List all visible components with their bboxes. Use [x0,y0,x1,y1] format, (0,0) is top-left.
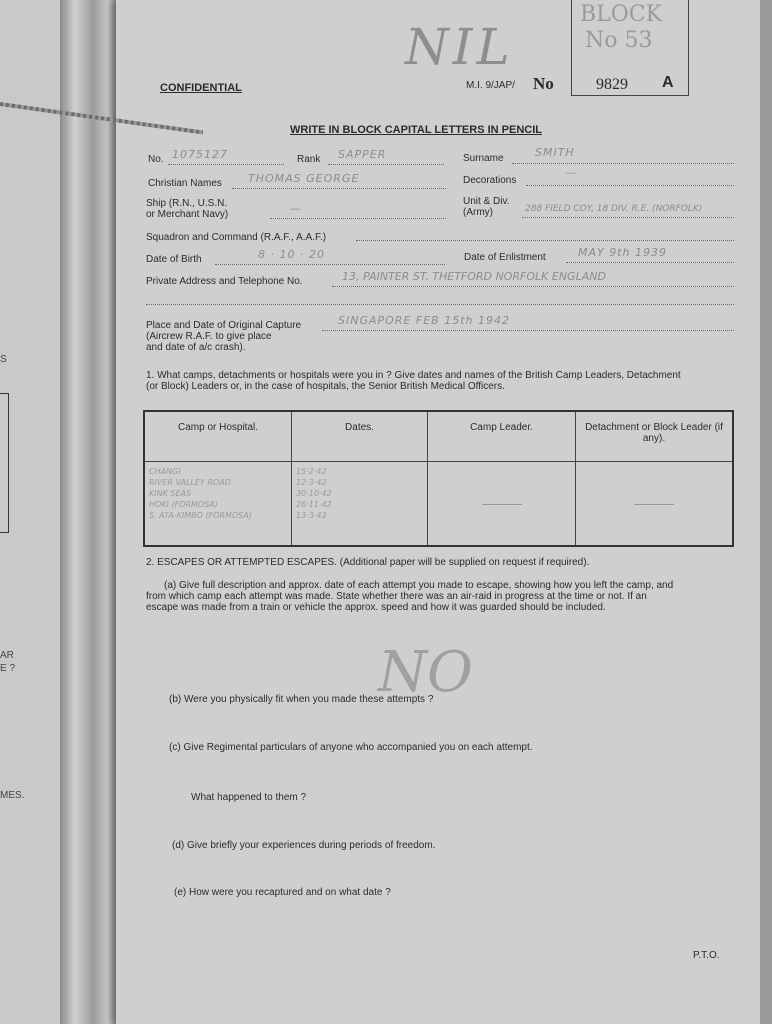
enlistment-value: MAY 9th 1939 [578,246,668,259]
adjacent-page-strip [0,0,60,1024]
binder-spine [60,0,120,1024]
decorations-label: Decorations [463,175,517,186]
decorations-value: — [565,166,577,179]
question-a-text-3: escape was made from a train or vehicle the approx. speed and how it was guarded should be included. [146,602,606,613]
question-d-text: (d) Give briefly your experiences during periods of freedom. [172,840,436,851]
camps-table [143,410,734,547]
blank-dash [634,504,674,505]
question-e-text: (e) How were you recaptured and on what date ? [174,887,391,898]
adjacent-text: AR [0,650,14,661]
unit-value: 288 FIELD COY, 18 DIV. R.E. (NORFOLK) [525,204,703,214]
question-a-text: (a) Give full description and approx. date of each attempt you made to escape, showing how you left the camp, and [164,580,674,591]
camp-entry: RIVER VALLEY ROAD [149,478,231,487]
sheet-edge [760,0,772,1024]
number-label: No [533,74,554,93]
pto-label: P.T.O. [693,950,720,961]
table-header-row [144,411,733,462]
capture-label-3: and date of a/c crash). [146,342,246,353]
bleed-through-text: · · · · · · · · · · · · · · · · · · · · · · · · · [360,786,480,795]
ship-label-2: or Merchant Navy) [146,209,229,220]
question-1-text-2: (or Block) Leaders or, in the case of hospitals, the Senior British Medical Officers. [146,381,505,392]
camp-entry: HOKI (FORMOSA) [149,500,218,509]
section-2-heading: 2. ESCAPES OR ATTEMPTED ESCAPES. (Additional paper will be supplied on request if required). [146,557,590,568]
handwritten-no: NO [378,640,473,705]
ship-value: — [290,202,302,215]
form-reference: M.I. 9/JAP/ [466,80,515,91]
camp-leader-cell [428,462,576,547]
no-value: 1075127 [172,148,228,161]
rank-value: SAPPER [338,148,387,161]
block-leader-cell [576,462,734,547]
column-header: Dates. [292,411,428,462]
rank-label: Rank [297,154,321,165]
capture-value: SINGAPORE FEB 15th 1942 [338,314,510,327]
blank-dash [482,504,522,505]
christian-names-label: Christian Names [148,178,222,189]
capture-line [322,330,734,331]
enlistment-label: Date of Enlistment [464,252,546,263]
bleed-through-text: · · · · · · · · · · · · · · · · · · · · · · · · · · · · · · · · · [345,907,505,916]
column-header: Camp Leader. [428,411,576,462]
dob-line [215,264,445,265]
christian-names-line [232,188,446,189]
what-happened-text: What happened to them ? [191,792,307,803]
dob-label: Date of Birth [146,254,202,265]
table-row [144,462,733,547]
capture-label: Place and Date of Original Capture [146,320,302,331]
stamp-number: No 53 [585,28,653,53]
question-1-text: 1. What camps, detachments or hospitals were you in ? Give dates and names of the British Camp Leaders, Detachment [146,370,681,381]
date-entry: 13·3·43 [296,511,327,520]
column-header: Detachment or Block Leader (if any). [576,411,734,462]
no-label: No. [148,154,164,165]
decorations-line [526,185,734,186]
adjacent-page-box [0,393,9,533]
question-b-text: (b) Were you physically fit when you made these attempts ? [169,694,434,705]
question-c-text: (c) Give Regimental particulars of anyone who accompanied you on each attempt. [169,742,533,753]
form-suffix: A [662,74,674,91]
unit-label: Unit & Div. [463,196,510,207]
capture-label-2: (Aircrew R.A.F. to give place [146,331,272,342]
handwritten-nil: NIL [405,18,514,76]
unit-label-2: (Army) [463,207,493,218]
date-entry: 26·11·42 [296,500,332,509]
column-header: Camp or Hospital. [144,411,292,462]
camps-cell [144,462,292,547]
address-line-2 [146,304,734,305]
squadron-line [356,240,734,241]
dob-value: 8 · 10 · 20 [258,248,325,261]
address-label: Private Address and Telephone No. [146,276,303,287]
date-entry: 15·2·42 [296,467,327,476]
stamp-text: BLOCK [580,2,663,27]
dates-cell [292,462,428,547]
address-value: 13, PAINTER ST. THETFORD NORFOLK ENGLAND [342,270,606,283]
rank-line [328,164,444,165]
camp-entry: KINK SEAS [149,489,192,498]
date-entry: 12·3·42 [296,478,327,487]
address-line [332,286,734,287]
confidential-label: CONFIDENTIAL [160,82,242,94]
adjacent-text: S [0,354,7,365]
ship-label: Ship (R.N., U.S.N. [146,198,228,209]
ship-line [270,218,446,219]
instruction-heading: WRITE IN BLOCK CAPITAL LETTERS IN PENCIL [290,124,542,136]
enlistment-line [566,262,734,263]
camp-entry: CHANGI [149,467,181,476]
squadron-label: Squadron and Command (R.A.F., A.A.F.) [146,232,327,243]
adjacent-text: E ? [0,663,16,674]
surname-value: SMITH [535,146,575,159]
adjacent-text: MES. [0,790,25,801]
christian-names-value: THOMAS GEORGE [248,172,360,185]
camp-entry: S. ATA-KIMBO (FORMOSA) [149,511,252,520]
no-line [168,164,284,165]
question-a-text-2: from which camp each attempt was made. State whether there was an air-raid in progress at the time or not. If an [146,591,647,602]
form-number: 9829 [596,76,628,93]
date-entry: 30·10·42 [296,489,332,498]
unit-line [522,217,734,218]
surname-line [512,163,734,164]
surname-label: Surname [463,153,504,164]
